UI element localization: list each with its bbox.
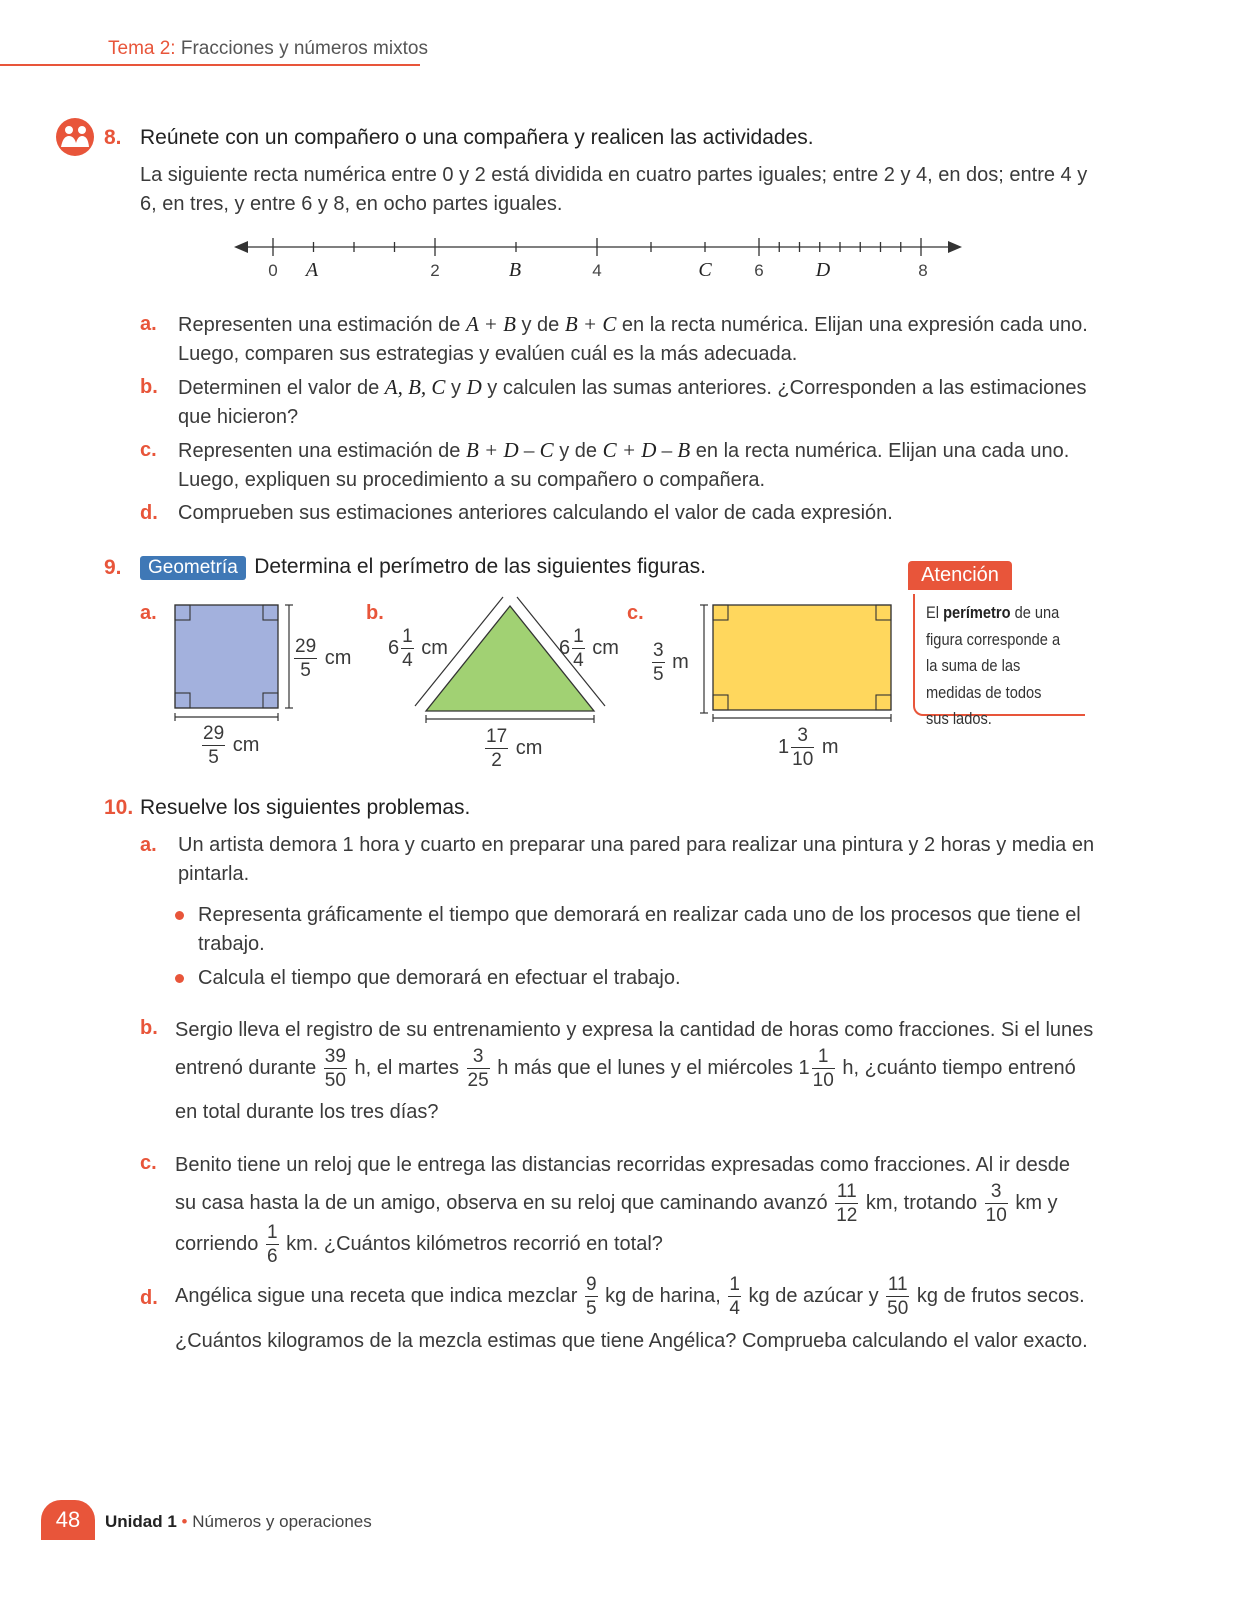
fraction-denominator: 5 [208, 747, 219, 768]
exercise-10c-line1: Benito tiene un reloj que le entrega las distancias recorridas expresadas como fracciones. Al ir desde [175, 1154, 1070, 1176]
whole-part: 6 [388, 636, 400, 659]
exercise-10-number: 10. [104, 796, 134, 819]
figure-c-label: c. [627, 602, 644, 624]
pair-work-icon [55, 117, 95, 157]
square-base-label [200, 724, 259, 767]
item-text: y [445, 377, 467, 399]
exercise-10b-line1: Sergio lleva el registro de su entrenamiento y expresa la cantidad de horas como fracciones. Si el lunes [175, 1019, 1094, 1041]
fraction-denominator: 2 [491, 750, 502, 771]
item-text: Representen una estimación de [178, 314, 466, 336]
fraction-denominator: 50 [887, 1298, 909, 1319]
tick-label-2: 2 [430, 261, 440, 280]
item-label: a. [140, 313, 157, 335]
item-text: Representen una estimación de [178, 440, 466, 462]
header-tema: Tema 2: [108, 38, 176, 59]
exercise-10c-label: c. [140, 1152, 157, 1174]
page-header [108, 38, 428, 60]
exercise-10d-line2: ¿Cuántos kilogramos de la mezcla estimas que tiene Angélica? Comprueba calculando el valor exacto. [175, 1330, 1088, 1352]
item-label: c. [140, 439, 157, 461]
item-text: en la recta numérica. Elijan una cada uno. Luego, expliquen su procedimiento a su compañero o compañera. [178, 440, 1070, 491]
footer-subject: Números y operaciones [192, 1512, 372, 1531]
exercise-8d [140, 499, 1100, 529]
attention-text-pre: El [926, 603, 944, 622]
text: kg de frutos secos. [916, 1284, 1085, 1307]
fraction-numerator: 3 [467, 1047, 490, 1069]
item-label: b. [140, 376, 158, 398]
square-side-label [292, 637, 351, 680]
item-text: y de [515, 314, 565, 336]
unit: cm [324, 646, 352, 669]
exercise-8-title: Reúnete con un compañero o una compañera y realicen las actividades. [140, 126, 814, 149]
exercise-9-number: 9. [104, 556, 122, 579]
bullet-text: Calcula el tiempo que demorará en efectuar el trabajo. [198, 967, 681, 989]
point-label-c: C [698, 259, 712, 281]
rectangle-figure [695, 598, 900, 723]
fraction-numerator: 29 [203, 723, 225, 744]
fraction-denominator: 5 [300, 660, 311, 681]
item-label: d. [140, 502, 158, 524]
unit: m [821, 735, 839, 758]
item-text: Comprueben sus estimaciones anteriores calculando el valor de cada expresión. [178, 502, 893, 524]
point-label-b: B [508, 259, 522, 281]
fraction-denominator: 50 [324, 1070, 346, 1091]
text: km y [1015, 1191, 1058, 1214]
bullet-dot [175, 974, 184, 983]
exercise-8a [140, 310, 1100, 370]
exercise-9-heading [140, 555, 706, 580]
exercise-8-number: 8. [104, 126, 122, 149]
attention-tag: Atención [908, 561, 1012, 590]
expression: C + D – B [602, 438, 691, 462]
exercise-8c [140, 436, 1100, 496]
fraction-numerator: 3 [791, 726, 814, 748]
fraction-numerator: 17 [486, 726, 508, 747]
text: h más que el lunes y el miércoles 1 [497, 1056, 810, 1079]
expression: B + D – C [465, 438, 554, 462]
triangle-right-side-label [559, 627, 619, 670]
fraction-numerator: 1 [266, 1222, 278, 1243]
text: kg de azúcar y [748, 1284, 879, 1307]
footer-unit: Unidad 1 [105, 1512, 177, 1531]
exercise-10b-label: b. [140, 1017, 158, 1039]
fraction-numerator: 29 [295, 636, 317, 657]
tick-label-0: 0 [268, 261, 278, 280]
fraction-denominator: 5 [653, 664, 664, 685]
fraction-denominator: 6 [266, 1246, 278, 1267]
square-figure [168, 598, 298, 723]
text: km. ¿Cuántos kilómetros recorrió en total? [286, 1232, 663, 1255]
fraction-numerator: 11 [887, 1274, 908, 1295]
text: su casa hasta la de un amigo, observa en su reloj que caminando avanzó [175, 1191, 828, 1214]
fraction-denominator: 12 [836, 1205, 858, 1226]
bullet-item [175, 964, 1095, 994]
left-arrow-icon [234, 241, 248, 253]
fraction-numerator: 1 [573, 626, 584, 647]
text: Angélica sigue una receta que indica mezclar [175, 1284, 578, 1307]
fraction-numerator: 1 [812, 1047, 835, 1069]
unit: cm [232, 733, 260, 756]
item-text: y calculen las sumas anteriores. ¿Corresponden a las estimaciones que hicieron? [178, 377, 1087, 428]
fraction-denominator: 10 [985, 1205, 1007, 1226]
attention-keyword: perímetro [943, 603, 1011, 622]
tick-label-8: 8 [918, 261, 928, 280]
number-line [230, 232, 970, 292]
header-underline [0, 64, 420, 66]
page-number: 48 [41, 1500, 95, 1540]
expression: A + B [465, 312, 516, 336]
exercise-8-intro: La siguiente recta numérica entre 0 y 2 está dividida en cuatro partes iguales; entre 2 y 4, en dos; entre 4 y 6, en tres, y entre 6 y 8, en ocho partes iguales. [140, 164, 1088, 215]
point-label-d: D [815, 259, 831, 281]
triangle-left-side-label [388, 627, 448, 670]
fraction-numerator: 3 [653, 640, 664, 661]
tick-label-6: 6 [754, 261, 764, 280]
exercise-10c-line3 [175, 1223, 663, 1266]
footer-text [105, 1512, 372, 1532]
fraction-denominator: 5 [586, 1298, 597, 1319]
fraction-numerator: 39 [324, 1046, 346, 1067]
unit: cm [592, 636, 619, 659]
text: entrenó durante [175, 1056, 317, 1079]
exercise-10d-label: d. [140, 1287, 158, 1309]
item-text: Un artista demora 1 hora y cuarto en preparar una pared para realizar una pintura y 2 horas y media en pintarla. [178, 834, 1095, 885]
text: km, trotando [865, 1191, 978, 1214]
figure-b-label: b. [366, 602, 384, 624]
expression: B + C [564, 312, 617, 336]
right-arrow-icon [948, 241, 962, 253]
exercise-10c-line2 [175, 1182, 1058, 1225]
point-label-a: A [305, 259, 319, 281]
fraction-numerator: 3 [985, 1182, 1008, 1204]
text: kg de harina, [605, 1284, 721, 1307]
fraction-denominator: 4 [729, 1298, 740, 1319]
bullet-item [175, 901, 1095, 961]
rectangle-height-label [650, 641, 689, 684]
attention-text-post: de una figura corresponde a la suma de las medidas de todos sus lados. [926, 603, 1061, 728]
triangle-base-label [483, 727, 542, 770]
exercise-8b [140, 373, 1100, 433]
geometry-tag: Geometría [140, 556, 246, 580]
fraction-numerator: 1 [402, 626, 413, 647]
item-text: y de [553, 440, 603, 462]
exercise-10b-line2 [175, 1047, 1076, 1090]
fraction-denominator: 4 [573, 650, 584, 671]
header-title: Fracciones y números mixtos [180, 38, 428, 59]
whole-part: 1 [778, 735, 790, 758]
bullet-text: Representa gráficamente el tiempo que demorará en realizar cada uno de los procesos que tiene el trabajo. [198, 904, 1081, 955]
fraction-denominator: 10 [792, 749, 814, 770]
exercise-9-title: Determina el perímetro de las siguientes figuras. [254, 555, 706, 578]
expression: D [466, 375, 482, 399]
exercise-10b-line3: en total durante los tres días? [175, 1101, 439, 1123]
fraction-denominator: 4 [402, 650, 413, 671]
unit: cm [515, 736, 543, 759]
text: h, el martes [354, 1056, 459, 1079]
whole-part: 6 [559, 636, 571, 659]
unit: cm [421, 636, 448, 659]
footer-separator: • [181, 1512, 188, 1531]
fraction-denominator: 10 [812, 1070, 834, 1091]
item-text: Determinen el valor de [178, 377, 385, 399]
tick-label-4: 4 [592, 261, 602, 280]
unit: m [672, 650, 689, 673]
bullet-dot [175, 911, 184, 920]
item-text: en la recta numérica. Elijan una expresión cada uno. Luego, comparen sus estrategias y evalúen cuál es la más adecuada. [178, 314, 1088, 365]
text: h, ¿cuánto tiempo entrenó [842, 1056, 1076, 1079]
rectangle-base-label [778, 726, 839, 769]
attention-text [926, 600, 1068, 733]
figure-a-label: a. [140, 602, 157, 624]
exercise-10d-line1 [175, 1275, 1085, 1318]
exercise-10-title: Resuelve los siguientes problemas. [140, 796, 471, 819]
text: corriendo [175, 1232, 259, 1255]
fraction-denominator: 25 [467, 1070, 489, 1091]
fraction-numerator: 1 [729, 1274, 740, 1295]
exercise-10a [140, 831, 1100, 891]
item-label: a. [140, 834, 157, 856]
fraction-numerator: 11 [836, 1181, 857, 1202]
expression: A, B, C [384, 375, 446, 399]
fraction-numerator: 9 [586, 1274, 597, 1295]
